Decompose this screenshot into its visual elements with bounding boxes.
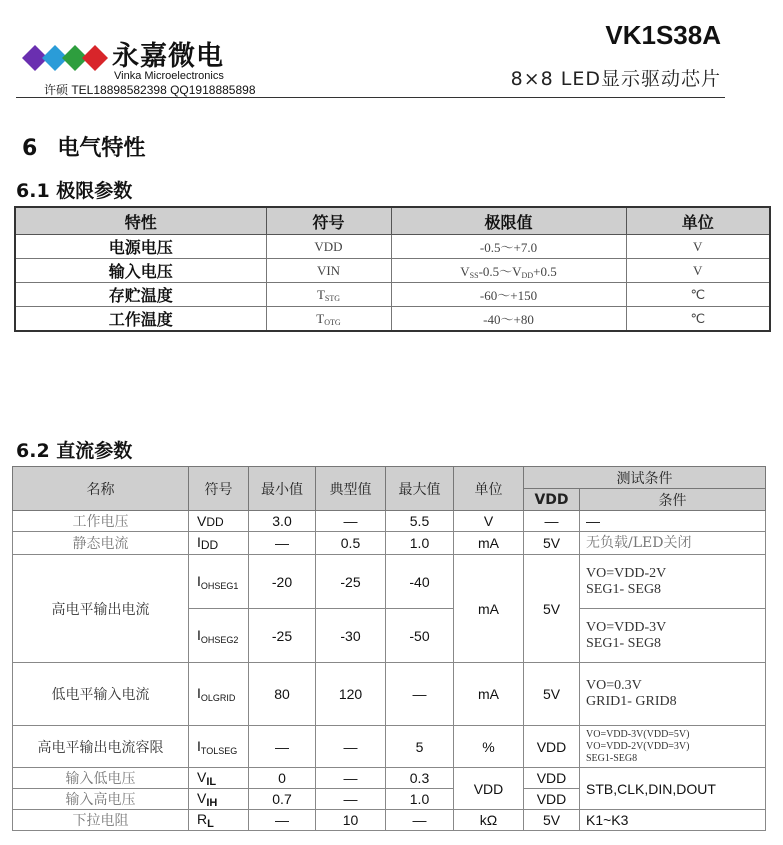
param-condition: 无负载/LED关闭 [580, 532, 766, 555]
param-condition: STB,CLK,DIN,DOUT [580, 768, 766, 810]
param-max: 1.0 [386, 789, 454, 810]
param-condition: — [580, 511, 766, 532]
company-logo [22, 36, 112, 80]
param-vdd: VDD [524, 768, 580, 789]
param-name: 工作温度 [15, 307, 266, 332]
param-symbol: $I_{DD}$ [189, 532, 249, 555]
param-symbol: VIN [266, 259, 391, 283]
col-header-vdd: VDD [524, 489, 580, 511]
param-max: 1.0 [386, 532, 454, 555]
param-vdd: 5V [524, 555, 580, 663]
param-unit: V [626, 235, 770, 259]
param-symbol: $I_{OHSEG2}$ [189, 609, 249, 663]
table-header-row [13, 467, 766, 489]
param-symbol: $I_{OLGRID}$ [189, 663, 249, 726]
table-row [13, 555, 766, 609]
col-header-min: 最小值 [249, 467, 316, 511]
col-header-symbol: 符号 [266, 207, 391, 235]
param-typ: 120 [316, 663, 386, 726]
param-unit: mA [454, 555, 524, 663]
param-min: -25 [249, 609, 316, 663]
section-title: 电气特性 [57, 136, 146, 161]
param-vdd: VDD [524, 726, 580, 768]
param-value: -60～+150 [391, 283, 626, 307]
logo-diamond-red [82, 45, 108, 71]
table-row [15, 283, 770, 307]
param-max: -50 [386, 609, 454, 663]
param-condition: K1~K3 [580, 810, 766, 831]
param-symbol: $I_{TOLSEG}$ [189, 726, 249, 768]
param-name: 下拉电阻 [13, 810, 189, 831]
param-unit: % [454, 726, 524, 768]
dc-heading: 6.2 直流参数 [16, 440, 133, 462]
param-min: 0.7 [249, 789, 316, 810]
param-symbol: $V_{IL}$ [189, 768, 249, 789]
col-header-unit: 单位 [454, 467, 524, 511]
param-typ: — [316, 511, 386, 532]
param-symbol: $V_{IH}$ [189, 789, 249, 810]
dc-table [12, 466, 766, 831]
col-header-condition: 条件 [580, 489, 766, 511]
param-name: 工作电压 [13, 511, 189, 532]
table-row [15, 307, 770, 332]
param-value: -40～+80 [391, 307, 626, 332]
param-unit: ℃ [626, 283, 770, 307]
param-typ: — [316, 789, 386, 810]
param-name: 输入低电压 [13, 768, 189, 789]
col-header-typ: 典型值 [316, 467, 386, 511]
param-symbol: VDD [266, 235, 391, 259]
table-row [13, 726, 766, 768]
col-header-symbol: 符号 [189, 467, 249, 511]
param-name: 输入电压 [15, 259, 266, 283]
table-row [13, 810, 766, 831]
param-typ: -30 [316, 609, 386, 663]
param-symbol: $T_{OTG}$ [266, 307, 391, 332]
param-typ: 10 [316, 810, 386, 831]
param-min: — [249, 532, 316, 555]
param-symbol: $I_{OHSEG1}$ [189, 555, 249, 609]
param-unit: mA [454, 663, 524, 726]
section-number: 6 [22, 136, 38, 161]
contact-info: 许硕 TEL18898582398 QQ1918885898 [44, 83, 256, 97]
col-header-test-conditions: 测试条件 [524, 467, 766, 489]
param-condition: VO=0.3V GRID1- GRID8 [580, 663, 766, 726]
param-typ: — [316, 726, 386, 768]
param-min: -20 [249, 555, 316, 609]
param-typ: — [316, 768, 386, 789]
param-min: — [249, 810, 316, 831]
param-condition: VO=VDD-2V SEG1- SEG8 [580, 555, 766, 609]
table-row [13, 768, 766, 789]
product-subtitle: 8×8 LED显示驱动芯片 [510, 68, 721, 90]
param-symbol: $R_L$ [189, 810, 249, 831]
param-symbol: VDD [189, 511, 249, 532]
header-divider [16, 97, 725, 98]
param-vdd: 5V [524, 532, 580, 555]
param-max: 0.3 [386, 768, 454, 789]
param-max: 5.5 [386, 511, 454, 532]
param-name: 电源电压 [15, 235, 266, 259]
param-unit: V [626, 259, 770, 283]
param-max: 5 [386, 726, 454, 768]
table-row [15, 235, 770, 259]
param-unit: VDD [454, 768, 524, 810]
table-row [15, 259, 770, 283]
brand-name-cn: 永嘉微电 [112, 41, 224, 72]
param-name: 静态电流 [13, 532, 189, 555]
param-vdd: 5V [524, 663, 580, 726]
param-max: — [386, 810, 454, 831]
brand-name-en: Vinka Microelectronics [114, 70, 224, 82]
param-min: 0 [249, 768, 316, 789]
section-heading [22, 131, 145, 162]
param-max: -40 [386, 555, 454, 609]
col-header-characteristic: 特性 [15, 207, 266, 235]
col-header-max: 最大值 [386, 467, 454, 511]
param-name: 输入高电压 [13, 789, 189, 810]
param-condition: VO=VDD-3V(VDD=5V) VO=VDD-2V(VDD=3V) SEG1-SEG8 [580, 726, 766, 768]
param-min: 80 [249, 663, 316, 726]
param-name: 低电平输入电流 [13, 663, 189, 726]
param-name: 存贮温度 [15, 283, 266, 307]
table-row [13, 663, 766, 726]
param-value: -0.5～+7.0 [391, 235, 626, 259]
param-value: $V_{SS}-0.5\sim V_{DD}+0.5$ [391, 259, 626, 283]
param-vdd: — [524, 511, 580, 532]
param-name: 高电平输出电流 [13, 555, 189, 663]
table-row [13, 511, 766, 532]
col-header-unit: 单位 [626, 207, 770, 235]
param-vdd: VDD [524, 789, 580, 810]
table-row [13, 532, 766, 555]
param-condition: VO=VDD-3V SEG1- SEG8 [580, 609, 766, 663]
param-unit: V [454, 511, 524, 532]
table-header-row [15, 207, 770, 235]
param-vdd: 5V [524, 810, 580, 831]
param-typ: 0.5 [316, 532, 386, 555]
model-number: VK1S38A [605, 20, 721, 50]
param-max: — [386, 663, 454, 726]
param-min: 3.0 [249, 511, 316, 532]
param-name: 高电平输出电流容限 [13, 726, 189, 768]
param-symbol: $T_{STG}$ [266, 283, 391, 307]
col-header-name: 名称 [13, 467, 189, 511]
param-typ: -25 [316, 555, 386, 609]
param-unit: kΩ [454, 810, 524, 831]
param-min: — [249, 726, 316, 768]
col-header-limit: 极限值 [391, 207, 626, 235]
param-unit: ℃ [626, 307, 770, 332]
limits-table [14, 206, 771, 332]
param-unit: mA [454, 532, 524, 555]
limits-heading: 6.1 极限参数 [16, 180, 133, 202]
